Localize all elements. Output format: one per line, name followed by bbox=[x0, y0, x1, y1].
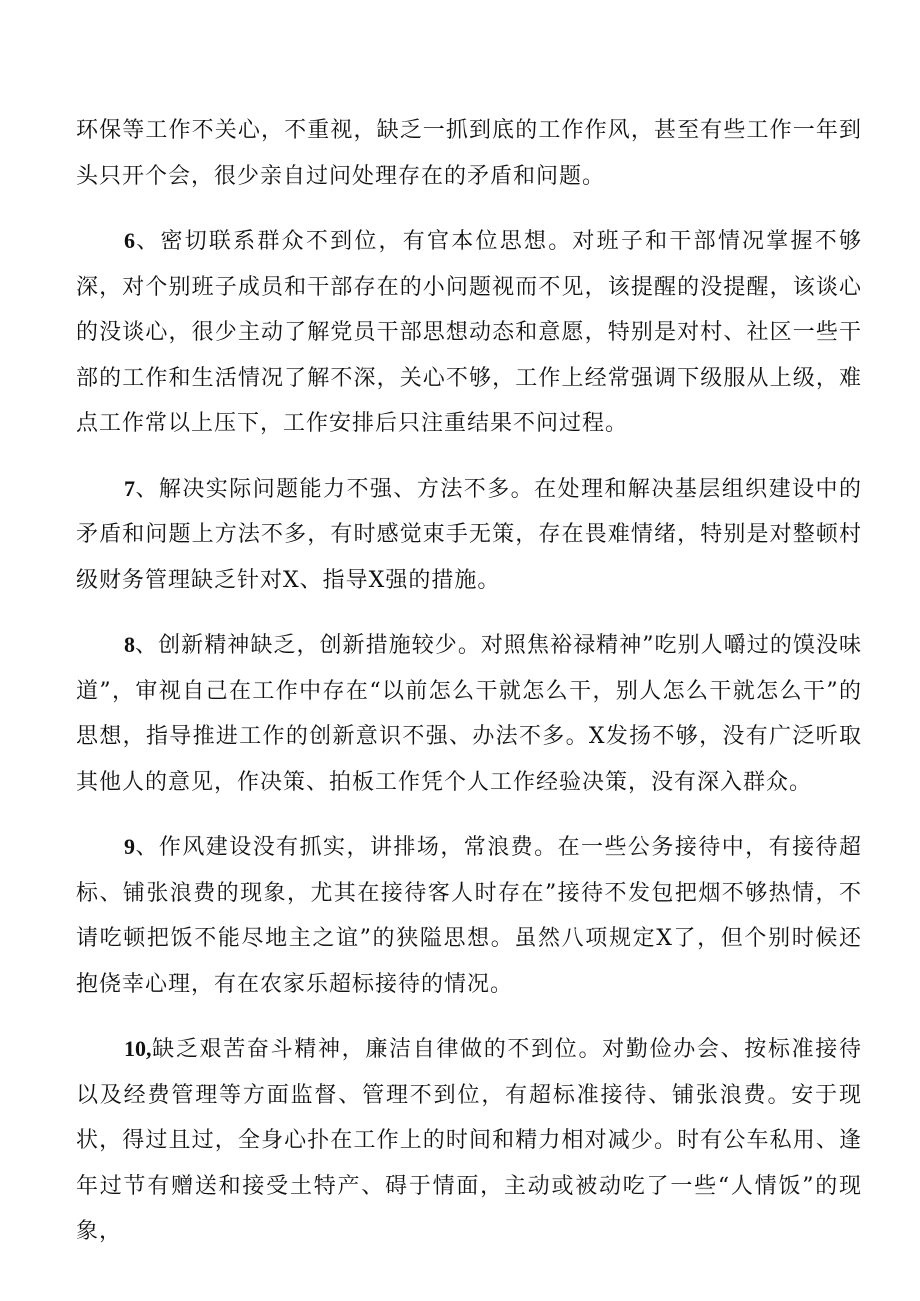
item-number: 10, bbox=[124, 1036, 152, 1061]
item-number: 9 bbox=[124, 834, 135, 859]
paragraph-item-8 bbox=[76, 622, 862, 805]
paragraph-text: 缺乏艰苦奋斗精神，廉洁自律做的不到位。对勤俭办会、按标准接待以及经费管理等方面监督、管理不到位，有超标准接待、铺张浪费。安于现状，得过且过，全身心扑在工作上的时间和精力相对减少。时有公车私用、逢年过节有赠送和接受土特产、碍于情面，主动或被动吃了一些“人情饭”的现象， bbox=[76, 1037, 862, 1244]
item-number: 7 bbox=[124, 475, 135, 501]
paragraph-continuation bbox=[76, 108, 862, 199]
paragraph-text: 、解决实际问题能力不强、方法不多。在处理和解决基层组织建设中的矛盾和问题上方法不多，有时感觉束手无策，存在畏难情绪，特别是对整顿村级财务管理缺乏针对X、指导X强的措施。 bbox=[76, 476, 862, 593]
paragraph-item-7 bbox=[76, 466, 862, 604]
document-body bbox=[76, 108, 862, 1274]
item-number: 6 bbox=[124, 228, 135, 253]
paragraph-item-9 bbox=[76, 824, 862, 1007]
paragraph-text: 、密切联系群众不到位，有官本位思想。对班子和干部情况掌握不够深，对个别班子成员和干部存在的小问题视而不见，该提醒的没提醒，该谈心的没谈心，很少主动了解党员干部思想动态和意愿，特别是对村、社区一些干部的工作和生活情况了解不深，关心不够，工作上经常强调下级服从上级，难点工作常以上压下，工作安排后只注重结果不问过程。 bbox=[76, 229, 862, 436]
paragraph-text: 、作风建设没有抓实，讲排场，常浪费。在一些公务接待中，有接待超标、铺张浪费的现象，尤其在接待客人时存在”接待不发包把烟不够热情，不请吃顿把饭不能尽地主之谊”的狭隘思想。虽然八项规定X了，但个别时候还抱侥幸心理，有在农家乐超标接待的情况。 bbox=[76, 835, 862, 997]
paragraph-item-10 bbox=[76, 1026, 862, 1255]
paragraph-text: 环保等工作不关心，不重视，缺乏一抓到底的工作作风，甚至有些工作一年到头只开个会，很少亲自过问处理存在的矛盾和问题。 bbox=[76, 118, 862, 189]
paragraph-text: 、创新精神缺乏，创新措施较少。对照焦裕禄精神”吃别人嚼过的馍没味道”，审视自己在工作中存在“以前怎么干就怎么干，别人怎么干就怎么干”的思想，指导推进工作的创新意识不强、办法不多。X发扬不够，没有广泛听取其他人的意见，作决策、拍板工作凭个人工作经验决策，没有深入群众。 bbox=[76, 633, 862, 795]
paragraph-item-6 bbox=[76, 218, 862, 447]
item-number: 8 bbox=[124, 632, 135, 657]
